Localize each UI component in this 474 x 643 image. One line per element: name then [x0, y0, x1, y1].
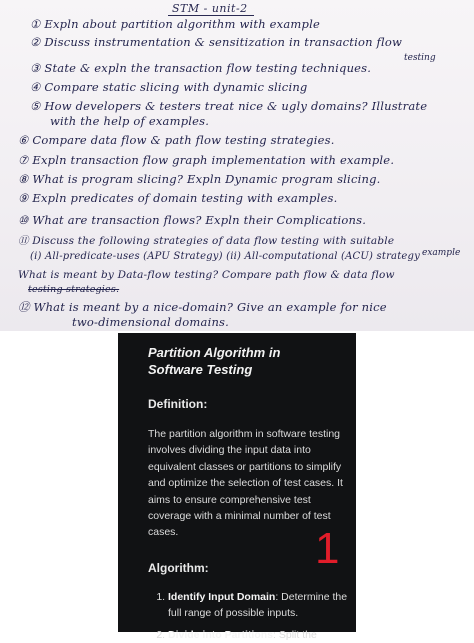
notes-line-12: ⑪ Discuss the following strategies of data flow testing with suitable: [18, 235, 395, 247]
article-panel: [118, 333, 356, 641]
step-text: : Determine the full range of possible inputs.: [168, 590, 348, 620]
notes-line-4: ④ Compare static slicing with dynamic slicing: [30, 80, 308, 94]
step-label: Identify Input Domain: [168, 590, 276, 603]
page-number: 1: [315, 524, 340, 573]
notes-line-1: ① Expln about partition algorithm with example: [30, 17, 320, 31]
notes-line-17: two-dimensional domains.: [72, 315, 230, 329]
notes-line-3: ③ State & expln the transaction flow testing techniques.: [30, 61, 372, 75]
step-label: Divide into Partitions: [168, 628, 274, 641]
notes-line-5: ⑤ How developers & testers treat nice & ugly domains? Illustrate: [30, 99, 428, 113]
notes-line-13: (i) All-predicate-uses (APU Strategy) (ii) All-computational (ACU) strategy: [30, 251, 420, 262]
notes-line-2: ② Discuss instrumentation & sensitization in transaction flow: [30, 35, 403, 49]
algorithm-steps: [148, 589, 348, 643]
article-title: Partition Algorithm in Software Testing: [148, 345, 281, 377]
notes-line-15: testing strategies.: [28, 284, 120, 295]
notes-line-8: ⑦ Expln transaction flow graph implementation with example.: [18, 153, 395, 167]
notes-line-16: ⑫ What is meant by a nice-domain? Give an example for nice: [18, 300, 387, 314]
notes-line-9: ⑧ What is program slicing? Expln Dynamic program slicing.: [18, 172, 381, 186]
notes-line-14: What is meant by Data-flow testing? Compare path flow & data flow: [18, 269, 395, 281]
notes-side-note-testing: testing: [404, 53, 436, 63]
notes-line-7: ⑥ Compare data flow & path flow testing strategies.: [18, 133, 335, 147]
notes-line-6: with the help of examples.: [50, 114, 210, 128]
notes-line-11: ⑩ What are transaction flows? Expln their Complications.: [18, 213, 367, 227]
definition-heading: Definition:: [148, 397, 208, 411]
notes-title: STM - unit-2: [168, 2, 254, 16]
notes-line-10: ⑨ Expln predicates of domain testing with examples.: [18, 191, 338, 205]
definition-text: The partition algorithm in software testing involves dividing the input data into equivalent classes or partitions to simplify and optimize the selection of test cases. It aims to ensure comprehensive test coverage with a minimal number of test cases.: [148, 428, 343, 539]
algorithm-step: [168, 627, 348, 643]
step-text: : Split the: [273, 628, 317, 641]
algorithm-step: [168, 589, 348, 622]
algorithm-heading: Algorithm:: [148, 560, 209, 575]
notes-side-note-example: example: [422, 248, 461, 258]
